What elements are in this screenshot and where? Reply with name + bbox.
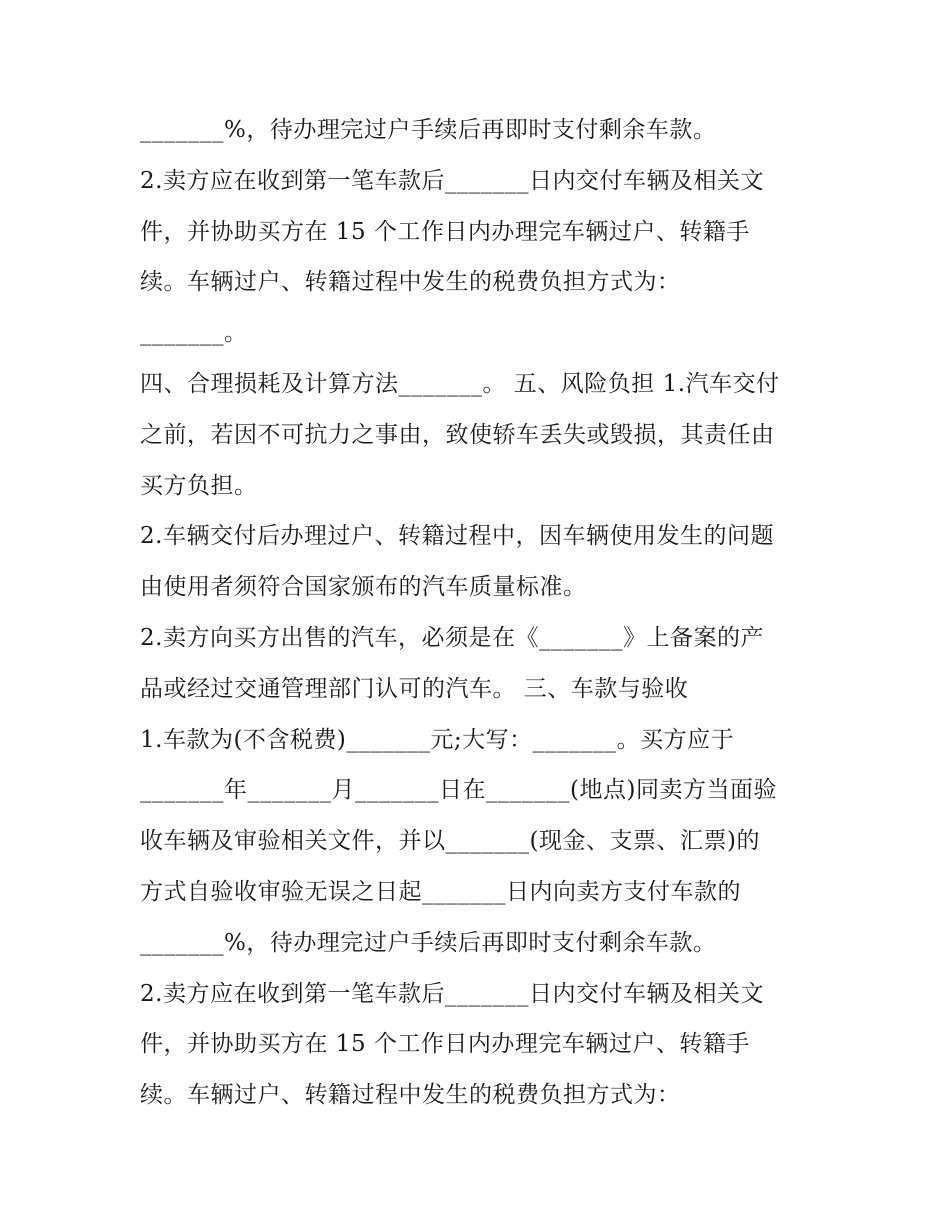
text-line: 方式自验收审验无误之日起_______日内向卖方支付车款的 (140, 878, 741, 905)
text-line: _______%，待办理完过户手续后再即时支付剩余车款。 (140, 929, 717, 956)
text-line: 件，并协助买方在 15 个工作日内办理完车辆过户、转籍手 (140, 1031, 750, 1058)
text-line: 续。车辆过户、转籍过程中发生的税费负担方式为： (140, 1082, 681, 1109)
text-line: 续。车辆过户、转籍过程中发生的税费负担方式为： (140, 269, 681, 296)
text-line: 2.卖方应在收到第一笔车款后_______日内交付车辆及相关文 (140, 167, 764, 194)
text-line: 2.卖方向买方出售的汽车，必须是在《_______》上备案的产 (140, 624, 764, 651)
text-line: 件，并协助买方在 15 个工作日内办理完车辆过户、转籍手 (140, 218, 750, 245)
text-line: _______。 (140, 320, 248, 347)
contract-body (140, 105, 820, 1121)
text-line: 之前，若因不可抗力之事由，致使轿车丢失或毁损，其责任由 (140, 421, 775, 448)
text-line: 2.车辆交付后办理过户、转籍过程中，因车辆使用发生的问题 (140, 523, 774, 550)
text-line: 收车辆及审验相关文件，并以_______(现金、支票、汇票)的 (140, 828, 760, 855)
text-line: 品或经过交通管理部门认可的汽车。 三、车款与验收 (140, 675, 689, 702)
text-line: 2.卖方应在收到第一笔车款后_______日内交付车辆及相关文 (140, 980, 764, 1007)
text-line: 由使用者须符合国家颁布的汽车质量标准。 (140, 574, 587, 601)
text-line: _______年_______月_______日在_______(地点)同卖方当面验 (140, 777, 777, 804)
text-line: 1.车款为(不含税费)_______元;大写：_______。买方应于 (140, 726, 735, 753)
text-line: 买方负担。 (140, 472, 258, 499)
text-line: _______%，待办理完过户手续后再即时支付剩余车款。 (140, 117, 717, 143)
text-line: 四、合理损耗及计算方法_______。 五、风险负担 1.汽车交付 (140, 370, 780, 397)
